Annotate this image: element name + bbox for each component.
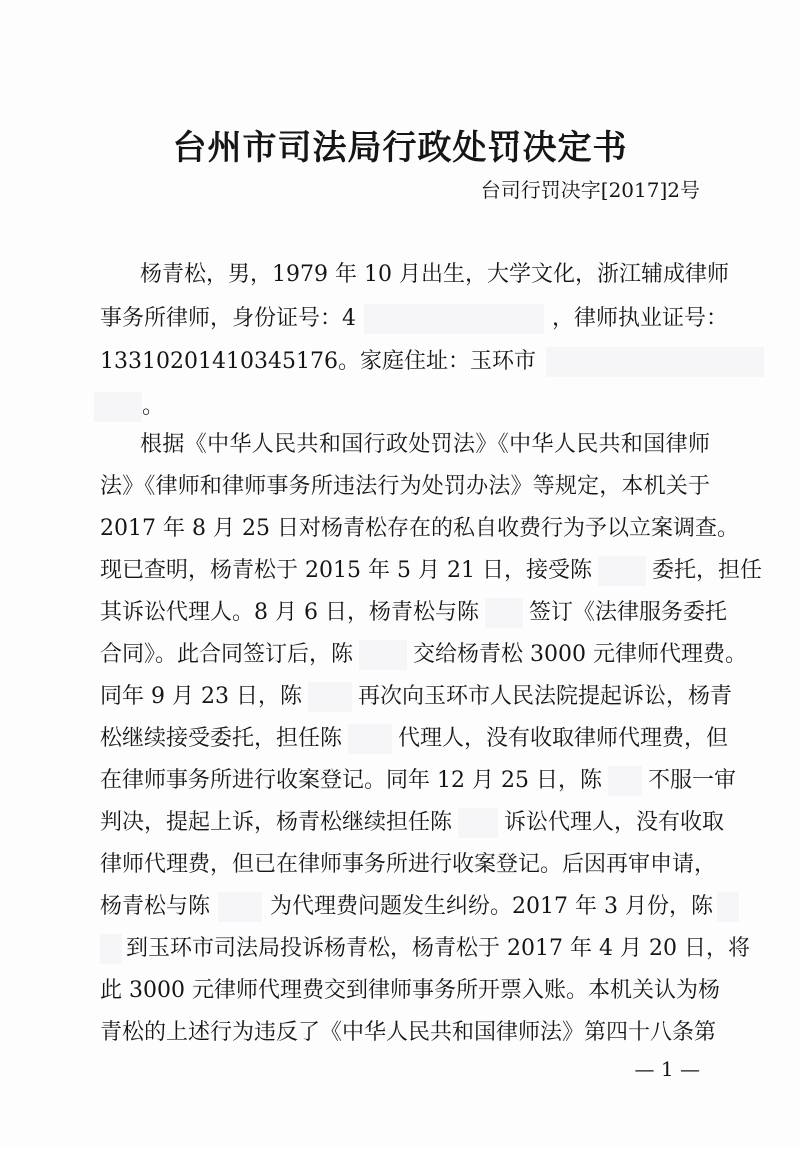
text-segment: 交给杨青松 3000 元律师代理费。 (413, 642, 747, 667)
paragraph-2-line-14: 此 3000 元律师代理费交到律师事务所开票入账。本机关认为杨 (100, 978, 720, 1003)
paragraph-2-line-4 (100, 554, 762, 588)
text-segment: 事务所律师，身份证号：4 (100, 306, 356, 331)
redaction-box (608, 766, 642, 796)
text-segment: 现已查明，杨青松于 2015 年 5 月 21 日，接受陈 (100, 558, 592, 583)
paragraph-2-line-10 (100, 806, 725, 840)
paragraph-2-line-1: 根据《中华人民共和国行政处罚法》《中华人民共和国律师 (140, 432, 710, 457)
paragraph-2-line-15: 青松的上述行为违反了《中华人民共和国律师法》第四十八条第 (100, 1020, 717, 1045)
text-segment: 代理人，没有收取律师代理费，但 (398, 726, 729, 751)
text-segment: 在律师事务所进行收案登记。同年 12 月 25 日，陈 (100, 768, 602, 793)
text-segment: 松继续接受委托，担任陈 (100, 726, 343, 751)
text-segment: 其诉讼代理人。8 月 6 日，杨青松与陈 (100, 600, 479, 625)
redaction-box (359, 640, 407, 670)
text-segment: 判决，提起上诉，杨青松继续担任陈 (100, 810, 453, 835)
redaction-box (94, 392, 142, 422)
page-number: — 1 — (634, 1057, 700, 1081)
text-segment: 合同》。此合同签订后，陈 (100, 642, 354, 667)
text-segment: 。 (142, 394, 165, 419)
paragraph-1-line-3 (100, 345, 710, 379)
paragraph-2-line-11: 律师代理费，但已在律师事务所进行收案登记。后因再审申请， (100, 852, 717, 877)
paragraph-2-line-12 (100, 890, 713, 924)
redaction-box (717, 892, 739, 922)
paragraph-2-line-9 (100, 764, 736, 798)
paragraph-1-line-2 (100, 302, 729, 336)
text-segment: 诉讼代理人，没有收取 (504, 810, 725, 835)
paragraph-2-line-7 (100, 680, 732, 714)
paragraph-2-line-6 (100, 638, 747, 672)
text-segment: 再次向玉环市人民法院提起诉讼，杨青 (357, 684, 732, 709)
document-title: 台州市司法局行政处罚决定书 (172, 128, 628, 168)
paragraph-2-line-5 (100, 596, 727, 630)
paragraph-2-line-2: 法》《律师和律师事务所违法行为处罚办法》等规定，本机关于 (100, 474, 710, 499)
text-segment: 签订《法律服务委托 (528, 600, 727, 625)
paragraph-1-line-1: 杨青松，男，1979 年 10 月出生，大学文化，浙江辅成律师 (140, 262, 729, 287)
paragraph-1-line-4 (100, 390, 710, 424)
redaction-box (485, 598, 523, 628)
document-number: 台司行罚决字[2017]2号 (480, 178, 700, 202)
text-segment: 13310201410345176。家庭住址：玉环市 (100, 349, 536, 374)
text-segment: 为代理费问题发生纠纷。2017 年 3 月份，陈 (270, 894, 713, 919)
text-segment: 杨青松与陈 (100, 894, 211, 919)
text-segment: ，律师执业证号： (552, 306, 729, 331)
text-segment: 不服一审 (647, 768, 736, 793)
redaction-box (546, 347, 764, 377)
text-segment: 到玉环市司法局投诉杨青松，杨青松于 2017 年 4 月 20 日，将 (126, 936, 750, 961)
redaction-box (308, 682, 352, 712)
redaction-box (100, 934, 122, 964)
paragraph-2-line-8 (100, 722, 729, 756)
text-segment: 同年 9 月 23 日，陈 (100, 684, 302, 709)
text-segment: 委托，担任 (651, 558, 762, 583)
redaction-box (218, 892, 262, 922)
redaction-box (458, 808, 498, 838)
redaction-box (348, 724, 392, 754)
paragraph-2-line-13 (100, 932, 750, 966)
redaction-box (364, 304, 544, 334)
paragraph-2-line-3: 2017 年 8 月 25 日对杨青松存在的私自收费行为予以立案调查。 (100, 516, 739, 541)
redaction-box (598, 556, 646, 586)
